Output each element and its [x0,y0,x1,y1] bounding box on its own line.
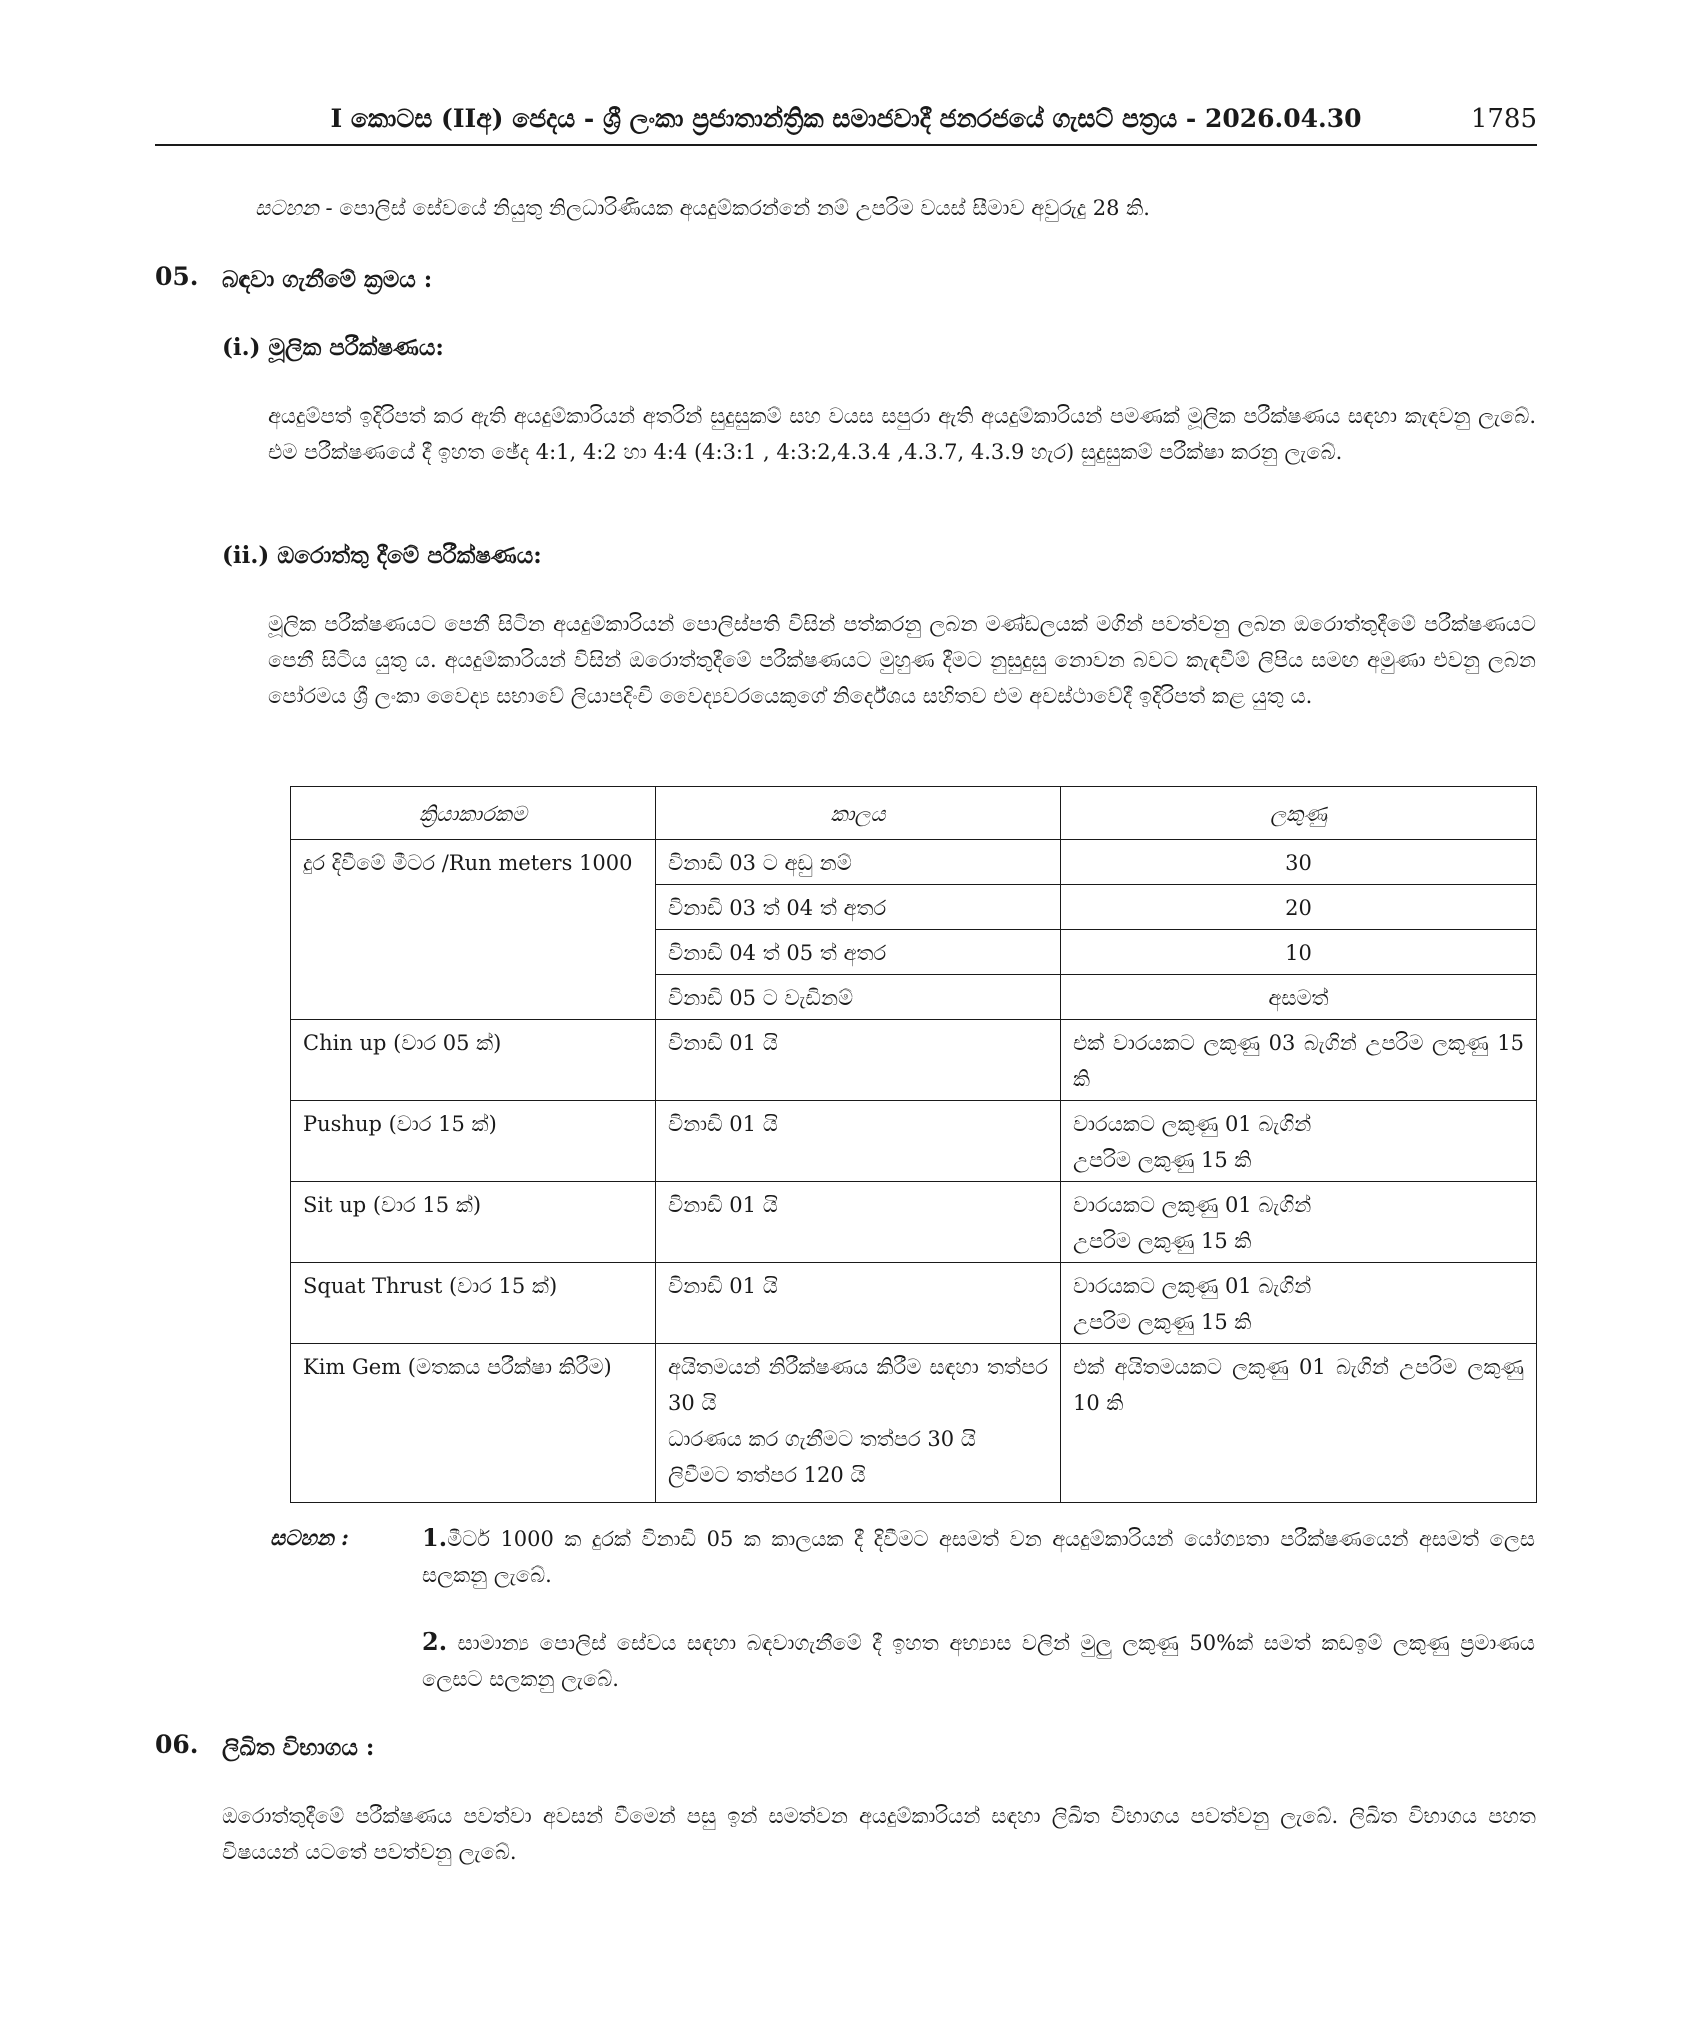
run-marks: 30 [1061,840,1537,885]
table-note-1-number: 1. [422,1523,448,1552]
table-note-1 [422,1520,1535,1593]
sit-up-marks-line1: වාරයකට ලකුණු 01 බැගින් [1073,1193,1312,1217]
page-header [155,100,1537,146]
sit-up-time: විනාඩි 01 යි [656,1182,1061,1263]
squat-activity: Squat Thrust (වාර 15 ක්) [291,1263,656,1344]
chin-up-time: විනාඩි 01 යි [656,1020,1061,1101]
subsection-endurance-title: (ii.) ඔරොත්තු දීමේ පරීක්ෂණය: [222,542,542,569]
run-marks: 20 [1061,885,1537,930]
pushup-marks-line1: වාරයකට ලකුණු 01 බැගින් [1073,1112,1312,1136]
squat-time: විනාඩි 01 යි [656,1263,1061,1344]
squat-marks-line1: වාරයකට ලකුණු 01 බැගින් [1073,1274,1312,1298]
run-marks: අසමත් [1061,975,1537,1020]
header-activity: ක්‍රියාකාරකම [291,787,656,840]
sit-up-marks-line2: උපරිම ලකුණු 15 කි [1073,1229,1252,1253]
table-row [291,1101,1537,1182]
table-row [291,1020,1537,1101]
pushup-time: විනාඩි 01 යි [656,1101,1061,1182]
pushup-marks [1061,1101,1537,1182]
run-time: විනාඩි 03 ට අඩු නම් [656,840,1061,885]
kim-gem-time-line3: ලිවීමට තත්පර 120 යි [668,1463,866,1487]
chin-up-marks: එක් වාරයකට ලකුණු 03 බැගින් උපරිම ලකුණු 15 කි [1061,1020,1537,1101]
page-number: 1785 [1470,104,1537,134]
gazette-title: I කොටස (IIඅ) ජෙදය - ශ්‍රී ලංකා ප්‍රජාතාන්ත්‍රික සමාජවාදී ජනරජයේ ගැසට් පත්‍රය - 2026.04.30 [330,104,1362,133]
run-time: විනාඩි 04 ත් 05 ත් අතර [656,930,1061,975]
section-06-title: ලිඛිත විභාගය : [222,1734,375,1761]
header-marks: ලකුණු [1061,787,1537,840]
table-notes-label: සටහන : [270,1525,349,1550]
section-05-number: 05. [155,262,199,291]
top-note-text: පොලිස් සේවයේ නියුතු නිලධාරිණියක අයදුම්කරන්නේ නම් උපරිම වයස් සීමාව අවුරුදු 28 කි. [339,196,1150,220]
section-06-number: 06. [155,1730,199,1759]
sit-up-marks [1061,1182,1537,1263]
run-marks: 10 [1061,930,1537,975]
top-note [255,190,1535,226]
chin-up-activity: Chin up (වාර 05 ක්) [291,1020,656,1101]
top-note-label: සටහන - [255,196,333,220]
kim-gem-marks: එක් අයිතමයකට ලකුණු 01 බැගින් උපරිම ලකුණු 10 කි [1061,1344,1537,1503]
table-note-2 [422,1624,1535,1697]
subsection-preliminary-title: (i.) මූලික පරීක්ෂණය: [222,334,444,361]
pushup-marks-line2: උපරිම ලකුණු 15 කි [1073,1148,1252,1172]
kim-gem-time-line1: අයිතමයන් නිරීක්ෂණය කිරීම සඳහා තත්පර 30 යි [668,1355,1048,1415]
table-header-row [291,787,1537,840]
sit-up-activity: Sit up (වාර 15 ක්) [291,1182,656,1263]
kim-gem-activity: Kim Gem (මතකය පරීක්ෂා කිරීම) [291,1344,656,1503]
header-time: කාලය [656,787,1061,840]
subsection-endurance-text: මූලික පරීක්ෂණයට පෙනී සිටින අයදුම්කාරියන් පොලිස්පති විසින් පත්කරනු ලබන මණ්ඩලයක් මගින් පවත්වනු ලබන ඔරොත්තුදීමේ පරීක්ෂණයට පෙනී සිටිය යුතු ය. අයදුම්කාරියන් විසින් ඔරොත්තුදීමේ පරීක්ෂණයට මුහුණ දීමට නුසුදුසු නොවන බවට කැඳවීම් ලිපිය සමඟ අමුණා එවනු ලබන පෝරමය ශ්‍රී ලංකා වෛද්‍ය සභාවේ ලියාපදිංචි වෛද්‍යවරයෙකුගේ නිර්දේශය සහිතව එම අවස්ථාවේදී ඉදිරිපත් කළ යුතු ය. [268,612,1536,708]
pushup-activity: Pushup (වාර 15 ක්) [291,1101,656,1182]
table-row [291,1263,1537,1344]
table-row [291,840,1537,885]
section-06-text: ඔරොත්තුදීමේ පරීක්ෂණය පවත්වා අවසන් වීමෙන් පසු ඉන් සමත්වන අයදුම්කාරියන් සඳහා ලිඛිත විභාගය පවත්වනු ලැබේ. ලිඛිත විභාගය පහත විෂයයන් යටතේ පවත්වනු ලැබේ. [222,1804,1536,1864]
table-row [291,1344,1537,1503]
kim-gem-time [656,1344,1061,1503]
run-activity: දුර දිවීමේ මීටර /Run meters 1000 [291,840,656,1020]
table-note-2-number: 2. [422,1627,448,1656]
subsection-preliminary-text: අයදුම්පත් ඉදිරිපත් කර ඇති අයදුම්කාරියන් අතරින් සුදුසුකම් සහ වයස සපුරා ඇති අයදුම්කාරියන් පමණක් මූලික පරීක්ෂණය සඳහා කැඳවනු ලැබේ. එම පරීක්ෂණයේ දී ඉහත ඡේද 4:1, 4:2 හා 4:4 (4:3:1 , 4:3:2,4.3.4 ,4.3.7, 4.3.9 හැර) සුදුසුකම් පරීක්ෂා කරනු ලැබේ. [268,404,1536,464]
table-row [291,1182,1537,1263]
table-note-2-text: සාමාන්‍ය පොලිස් සේවය සඳහා බඳවාගැනීමේ දී ඉහත අභ්‍යාස වලින් මුලු ලකුණු 50%ක් සමත් කඩඉම් ලකුණු ප්‍රමාණය ලෙසට සලකනු ලැබේ. [422,1631,1535,1691]
run-time: විනාඩි 03 ත් 04 ත් අතර [656,885,1061,930]
table-note-1-text: මීටර් 1000 ක දුරක් විනාඩි 05 ක කාලයක දී දිවීමට අසමත් වන අයදුම්කාරියන් යෝග්‍යතා පරීක්ෂණයෙන් අසමත් ලෙස සලකනු ලැබේ. [422,1527,1535,1587]
kim-gem-time-line2: ධාරණය කර ගැනීමට තත්පර 30 යි [668,1427,976,1451]
run-time: විනාඩි 05 ට වැඩිනම් [656,975,1061,1020]
squat-marks [1061,1263,1537,1344]
squat-marks-line2: උපරිම ලකුණු 15 කි [1073,1310,1252,1334]
section-05-title: බඳවා ගැනීමේ ක්‍රමය : [222,266,433,293]
fitness-test-table [290,786,1537,1503]
